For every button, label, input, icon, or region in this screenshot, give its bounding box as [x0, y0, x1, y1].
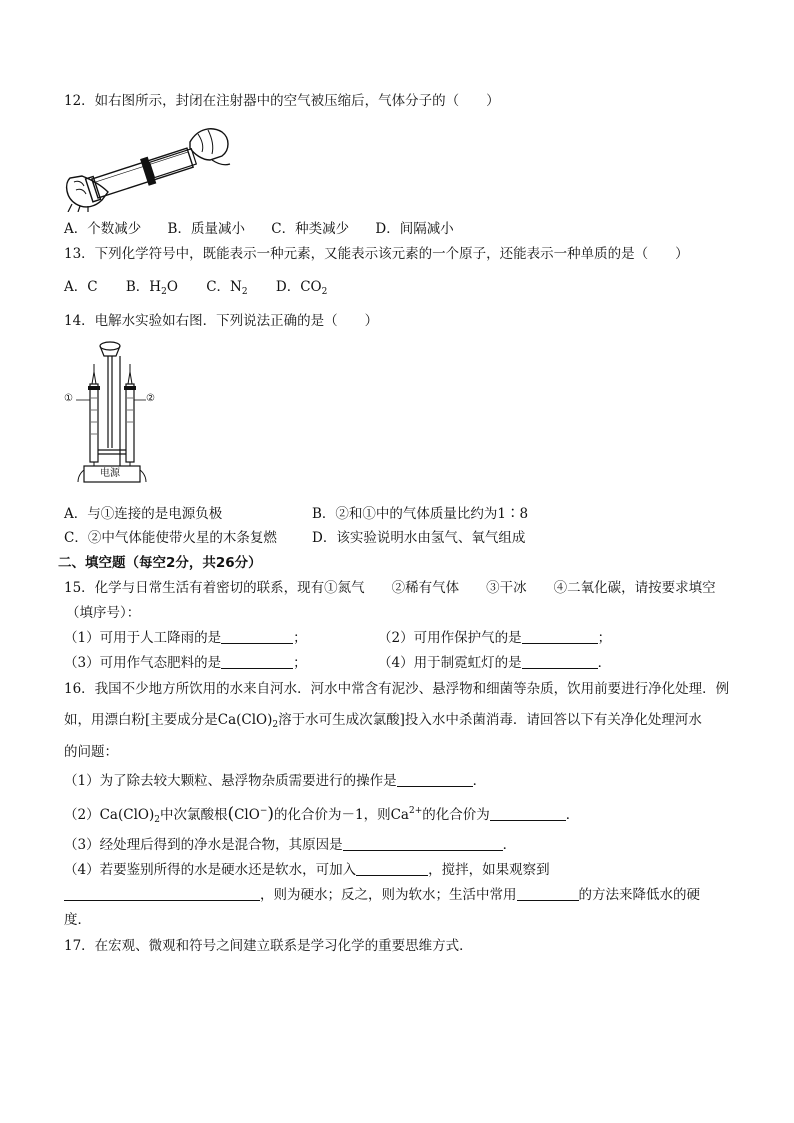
q16-item-1: （1）为了除去较大颗粒、悬浮物杂质需要进行的操作是 ． — [64, 773, 487, 789]
q12-option-b[interactable]: B．质量减小 — [167, 221, 245, 237]
q16-blank-4[interactable] — [356, 861, 428, 876]
electrode-label-2: ② — [146, 393, 155, 404]
q16-item-4-line-2: ，则为硬水；反之，则为软水；生活中常用 的方法来降低水的硬 — [64, 886, 700, 904]
q15-item-3: （3）可用作气态肥料的是 ； — [64, 655, 307, 671]
q15-stem: 15．化学与日常生活有着密切的联系，现有①氮气 ②稀有气体 ③干冰 ④二氧化碳，请按要求填空 — [64, 580, 716, 596]
electrode-label-1: ① — [64, 393, 73, 404]
q17-stem: 17．在宏观、微观和符号之间建立联系是学习化学的重要思维方式． — [64, 938, 473, 954]
q15-item-4: （4）用于制霓虹灯的是 ． — [378, 655, 612, 671]
q13-stem: 13．下列化学符号中，既能表示一种元素，又能表示该元素的一个原子，还能表示一种单质的是（ ） — [64, 246, 689, 262]
q12-option-c[interactable]: C．种类减少 — [271, 221, 350, 237]
q14-option-c[interactable]: C．②中气体能使带火星的木条复燃 — [64, 530, 277, 546]
q16-blank-6[interactable] — [517, 886, 579, 901]
q16-item-4-line-3: 度． — [64, 912, 91, 928]
q15-item-2: （2）可用作保护气的是 ； — [378, 630, 612, 646]
q16-line-3: 的问题： — [64, 744, 118, 760]
q15-blank-2[interactable] — [522, 629, 598, 644]
electrolysis-apparatus-figure — [64, 338, 160, 484]
q16-line-1: 16．我国不少地方所饮用的水来自河水．河水中常含有泥沙、悬浮物和细菌等杂质，饮用前要进行净化处理．例 — [64, 681, 730, 697]
q12-options — [64, 220, 454, 238]
q14-option-d[interactable]: D．该实验说明水由氢气、氧气组成 — [312, 530, 526, 546]
q13-option-b[interactable]: B．$H_2O$ — [125, 279, 178, 297]
q12-option-d[interactable]: D．间隔减小 — [375, 221, 454, 237]
power-source-label: 电源 — [100, 468, 120, 479]
q15-blank-3[interactable] — [221, 654, 293, 669]
q15-stem-line2: （填序号）： — [66, 605, 141, 621]
q16-item-3: （3）经处理后得到的净水是混合物，其原因是 ． — [64, 837, 517, 853]
q13-option-c[interactable]: C．$N_2$ — [206, 279, 248, 297]
q16-item-4: （4）若要鉴别所得的水是硬水还是软水，可加入 ，搅拌，如果观察到 — [64, 862, 550, 878]
q12-option-a[interactable]: A．个数减少 — [64, 221, 142, 237]
q16-blank-2[interactable] — [490, 806, 566, 821]
q15-blank-1[interactable] — [221, 629, 293, 644]
q16-blank-3[interactable] — [343, 836, 503, 851]
q14-option-a[interactable]: A．与①连接的是电源负极 — [64, 506, 223, 522]
q16-line-2: 如，用漂白粉[主要成分是$Ca(ClO)_2$溶于水可生成次氯酸]投入水中杀菌消毒．请回答以下有关净化处理河水 — [64, 712, 702, 730]
q13-option-d[interactable]: D．$CO_2$ — [275, 279, 328, 297]
section-2-title: 二、填空题（每空2分，共26分） — [58, 555, 262, 571]
syringe-figure — [62, 120, 232, 212]
q16-item-2: $(2)Ca(ClO)_2$中次氯酸根(ClO−)的化合价为－1，则$Ca^{2+}$的化合价为 ． — [64, 804, 580, 825]
q14-option-b[interactable]: B．②和①中的气体质量比约为1∶8 — [312, 506, 529, 522]
q12-stem: 12．如右图所示，封闭在注射器中的空气被压缩后，气体分子的（ ） — [64, 93, 500, 109]
q15-item-1: （1）可用于人工降雨的是 ； — [64, 630, 307, 646]
q13-options — [64, 278, 327, 301]
q16-blank-1[interactable] — [397, 772, 473, 787]
q16-blank-5[interactable] — [64, 886, 260, 901]
q13-option-a[interactable]: A．C — [64, 279, 98, 295]
q15-blank-4[interactable] — [522, 654, 598, 669]
q14-stem: 14．电解水实验如右图．下列说法正确的是（ ） — [64, 313, 379, 329]
